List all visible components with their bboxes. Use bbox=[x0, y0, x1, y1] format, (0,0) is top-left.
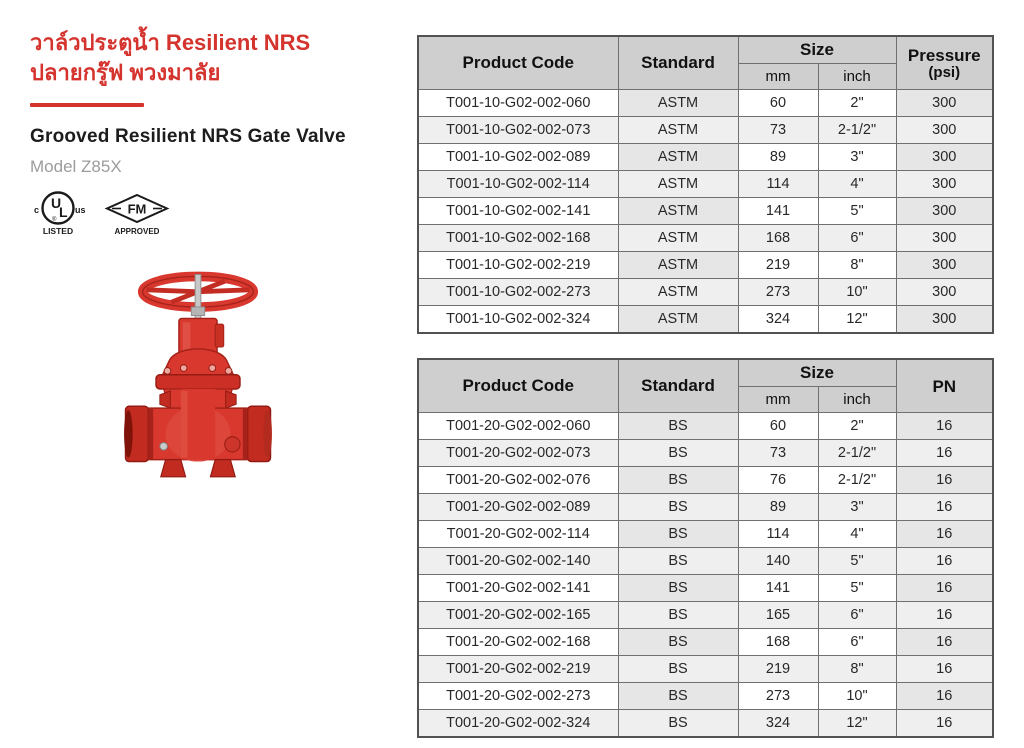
cell-standard: BS bbox=[618, 710, 738, 738]
column-header-size: Size bbox=[738, 36, 896, 64]
cell-size-mm: 60 bbox=[738, 90, 818, 117]
cell-rating: 300 bbox=[896, 117, 993, 144]
cell-size-inch: 2" bbox=[818, 413, 896, 440]
cell-standard: BS bbox=[618, 494, 738, 521]
cell-standard: BS bbox=[618, 629, 738, 656]
column-subheader-inch: inch bbox=[818, 387, 896, 413]
spec-table-bs bbox=[417, 358, 994, 738]
cell-size-mm: 273 bbox=[738, 683, 818, 710]
cell-size-mm: 114 bbox=[738, 521, 818, 548]
cell-rating: 300 bbox=[896, 252, 993, 279]
cell-standard: BS bbox=[618, 521, 738, 548]
table-row bbox=[418, 521, 993, 548]
cell-size-inch: 4" bbox=[818, 171, 896, 198]
ul-c-letter: c bbox=[34, 205, 40, 215]
table-row bbox=[418, 656, 993, 683]
cell-size-mm: 60 bbox=[738, 413, 818, 440]
cell-size-inch: 6" bbox=[818, 225, 896, 252]
cell-standard: ASTM bbox=[618, 225, 738, 252]
cell-rating: 16 bbox=[896, 575, 993, 602]
cell-size-inch: 12" bbox=[818, 306, 896, 334]
column-header-standard: Standard bbox=[618, 36, 738, 90]
table-row bbox=[418, 225, 993, 252]
cell-size-inch: 10" bbox=[818, 279, 896, 306]
cell-size-mm: 141 bbox=[738, 198, 818, 225]
cell-standard: ASTM bbox=[618, 279, 738, 306]
cell-size-mm: 324 bbox=[738, 306, 818, 334]
cell-size-inch: 2-1/2" bbox=[818, 440, 896, 467]
cell-size-inch: 3" bbox=[818, 494, 896, 521]
table-row bbox=[418, 279, 993, 306]
cell-size-mm: 273 bbox=[738, 279, 818, 306]
cell-standard: ASTM bbox=[618, 198, 738, 225]
certification-badges bbox=[30, 189, 410, 237]
cell-size-mm: 168 bbox=[738, 225, 818, 252]
cell-size-inch: 10" bbox=[818, 683, 896, 710]
column-header-pn: PN bbox=[896, 359, 993, 413]
column-header-product-code: Product Code bbox=[418, 36, 618, 90]
ul-registered-mark: ® bbox=[52, 217, 57, 223]
table-row bbox=[418, 548, 993, 575]
valve-product-image bbox=[112, 265, 284, 499]
cell-rating: 300 bbox=[896, 306, 993, 334]
cell-size-inch: 3" bbox=[818, 144, 896, 171]
cell-rating: 16 bbox=[896, 521, 993, 548]
cell-standard: BS bbox=[618, 683, 738, 710]
cell-rating: 16 bbox=[896, 602, 993, 629]
product-info-panel bbox=[30, 28, 410, 499]
cell-size-mm: 324 bbox=[738, 710, 818, 738]
cell-product-code: T001-10-G02-002-089 bbox=[418, 144, 618, 171]
table-row bbox=[418, 602, 993, 629]
red-divider bbox=[30, 103, 144, 107]
cell-standard: BS bbox=[618, 413, 738, 440]
cell-size-inch: 8" bbox=[818, 252, 896, 279]
cell-standard: ASTM bbox=[618, 252, 738, 279]
cell-product-code: T001-20-G02-002-140 bbox=[418, 548, 618, 575]
cell-standard: ASTM bbox=[618, 90, 738, 117]
table-row bbox=[418, 144, 993, 171]
cell-size-mm: 165 bbox=[738, 602, 818, 629]
spec-tables-panel bbox=[417, 35, 993, 738]
table-row bbox=[418, 306, 993, 334]
cell-size-mm: 219 bbox=[738, 656, 818, 683]
cell-rating: 300 bbox=[896, 279, 993, 306]
cell-rating: 16 bbox=[896, 440, 993, 467]
cell-size-inch: 4" bbox=[818, 521, 896, 548]
table-row bbox=[418, 252, 993, 279]
cell-product-code: T001-20-G02-002-060 bbox=[418, 413, 618, 440]
cell-rating: 16 bbox=[896, 656, 993, 683]
cell-size-inch: 8" bbox=[818, 656, 896, 683]
table-row bbox=[418, 90, 993, 117]
cell-rating: 300 bbox=[896, 171, 993, 198]
table-row bbox=[418, 629, 993, 656]
column-subheader-mm: mm bbox=[738, 387, 818, 413]
fm-approved-icon bbox=[104, 193, 170, 237]
cell-standard: BS bbox=[618, 440, 738, 467]
cell-size-mm: 73 bbox=[738, 440, 818, 467]
cell-size-inch: 12" bbox=[818, 710, 896, 738]
cell-product-code: T001-10-G02-002-219 bbox=[418, 252, 618, 279]
cell-size-inch: 5" bbox=[818, 548, 896, 575]
cell-product-code: T001-10-G02-002-141 bbox=[418, 198, 618, 225]
cell-product-code: T001-20-G02-002-076 bbox=[418, 467, 618, 494]
cell-product-code: T001-20-G02-002-324 bbox=[418, 710, 618, 738]
cell-rating: 16 bbox=[896, 629, 993, 656]
cell-size-mm: 219 bbox=[738, 252, 818, 279]
cell-size-mm: 73 bbox=[738, 117, 818, 144]
cell-product-code: T001-20-G02-002-219 bbox=[418, 656, 618, 683]
cell-rating: 300 bbox=[896, 225, 993, 252]
fm-approved-caption: APPROVED bbox=[114, 227, 160, 236]
cell-rating: 300 bbox=[896, 198, 993, 225]
thai-title-line1: วาล์วประตูน้ำ Resilient NRS bbox=[30, 30, 311, 55]
cell-rating: 16 bbox=[896, 413, 993, 440]
cell-standard: ASTM bbox=[618, 306, 738, 334]
cell-rating: 16 bbox=[896, 467, 993, 494]
cell-product-code: T001-20-G02-002-073 bbox=[418, 440, 618, 467]
column-subheader-inch: inch bbox=[818, 64, 896, 90]
table-row bbox=[418, 440, 993, 467]
cell-size-mm: 114 bbox=[738, 171, 818, 198]
cell-size-inch: 2-1/2" bbox=[818, 467, 896, 494]
cell-standard: BS bbox=[618, 467, 738, 494]
cell-standard: ASTM bbox=[618, 144, 738, 171]
cell-size-inch: 5" bbox=[818, 198, 896, 225]
cell-size-mm: 76 bbox=[738, 467, 818, 494]
ul-us-letters: us bbox=[75, 205, 86, 215]
ul-l-letter: L bbox=[59, 204, 68, 220]
ul-u-letter: U bbox=[51, 195, 62, 211]
thai-title-line2: ปลายกรู๊ฟ พวงมาลัย bbox=[30, 60, 221, 85]
cell-size-inch: 5" bbox=[818, 575, 896, 602]
cell-rating: 300 bbox=[896, 90, 993, 117]
cell-product-code: T001-20-G02-002-273 bbox=[418, 683, 618, 710]
column-header-standard: Standard bbox=[618, 359, 738, 413]
cell-standard: BS bbox=[618, 548, 738, 575]
cell-size-mm: 89 bbox=[738, 494, 818, 521]
cell-standard: ASTM bbox=[618, 117, 738, 144]
cell-size-inch: 6" bbox=[818, 602, 896, 629]
model-label: Model Z85X bbox=[30, 157, 122, 176]
table-row bbox=[418, 198, 993, 225]
fm-label: FM bbox=[127, 201, 147, 217]
cell-product-code: T001-10-G02-002-273 bbox=[418, 279, 618, 306]
ul-listed-icon bbox=[30, 189, 92, 237]
cell-rating: 16 bbox=[896, 548, 993, 575]
cell-size-mm: 141 bbox=[738, 575, 818, 602]
cell-product-code: T001-10-G02-002-060 bbox=[418, 90, 618, 117]
table-row bbox=[418, 413, 993, 440]
cell-product-code: T001-20-G02-002-168 bbox=[418, 629, 618, 656]
table-row bbox=[418, 710, 993, 738]
cell-product-code: T001-20-G02-002-089 bbox=[418, 494, 618, 521]
page-title-english: Grooved Resilient NRS Gate Valve bbox=[30, 126, 346, 147]
table-row bbox=[418, 575, 993, 602]
cell-size-inch: 2-1/2" bbox=[818, 117, 896, 144]
cell-size-mm: 168 bbox=[738, 629, 818, 656]
table-row bbox=[418, 467, 993, 494]
spec-table-astm bbox=[417, 35, 994, 334]
cell-standard: BS bbox=[618, 656, 738, 683]
table-row bbox=[418, 494, 993, 521]
cell-standard: ASTM bbox=[618, 171, 738, 198]
table-row bbox=[418, 171, 993, 198]
cell-product-code: T001-20-G02-002-114 bbox=[418, 521, 618, 548]
cell-rating: 16 bbox=[896, 494, 993, 521]
page-title-thai bbox=[30, 28, 410, 88]
cell-standard: BS bbox=[618, 575, 738, 602]
ul-listed-caption: LISTED bbox=[42, 226, 74, 236]
column-subheader-mm: mm bbox=[738, 64, 818, 90]
column-header-size: Size bbox=[738, 359, 896, 387]
cell-product-code: T001-10-G02-002-324 bbox=[418, 306, 618, 334]
cell-size-mm: 89 bbox=[738, 144, 818, 171]
cell-product-code: T001-20-G02-002-141 bbox=[418, 575, 618, 602]
cell-size-inch: 2" bbox=[818, 90, 896, 117]
cell-product-code: T001-20-G02-002-165 bbox=[418, 602, 618, 629]
cell-rating: 300 bbox=[896, 144, 993, 171]
column-header-pressure: Pressure (psi) bbox=[896, 36, 993, 90]
cell-standard: BS bbox=[618, 602, 738, 629]
cell-size-inch: 6" bbox=[818, 629, 896, 656]
cell-product-code: T001-10-G02-002-114 bbox=[418, 171, 618, 198]
cell-size-mm: 140 bbox=[738, 548, 818, 575]
column-header-product-code: Product Code bbox=[418, 359, 618, 413]
cell-rating: 16 bbox=[896, 683, 993, 710]
table-row bbox=[418, 117, 993, 144]
cell-product-code: T001-10-G02-002-168 bbox=[418, 225, 618, 252]
table-row bbox=[418, 683, 993, 710]
cell-product-code: T001-10-G02-002-073 bbox=[418, 117, 618, 144]
cell-rating: 16 bbox=[896, 710, 993, 738]
